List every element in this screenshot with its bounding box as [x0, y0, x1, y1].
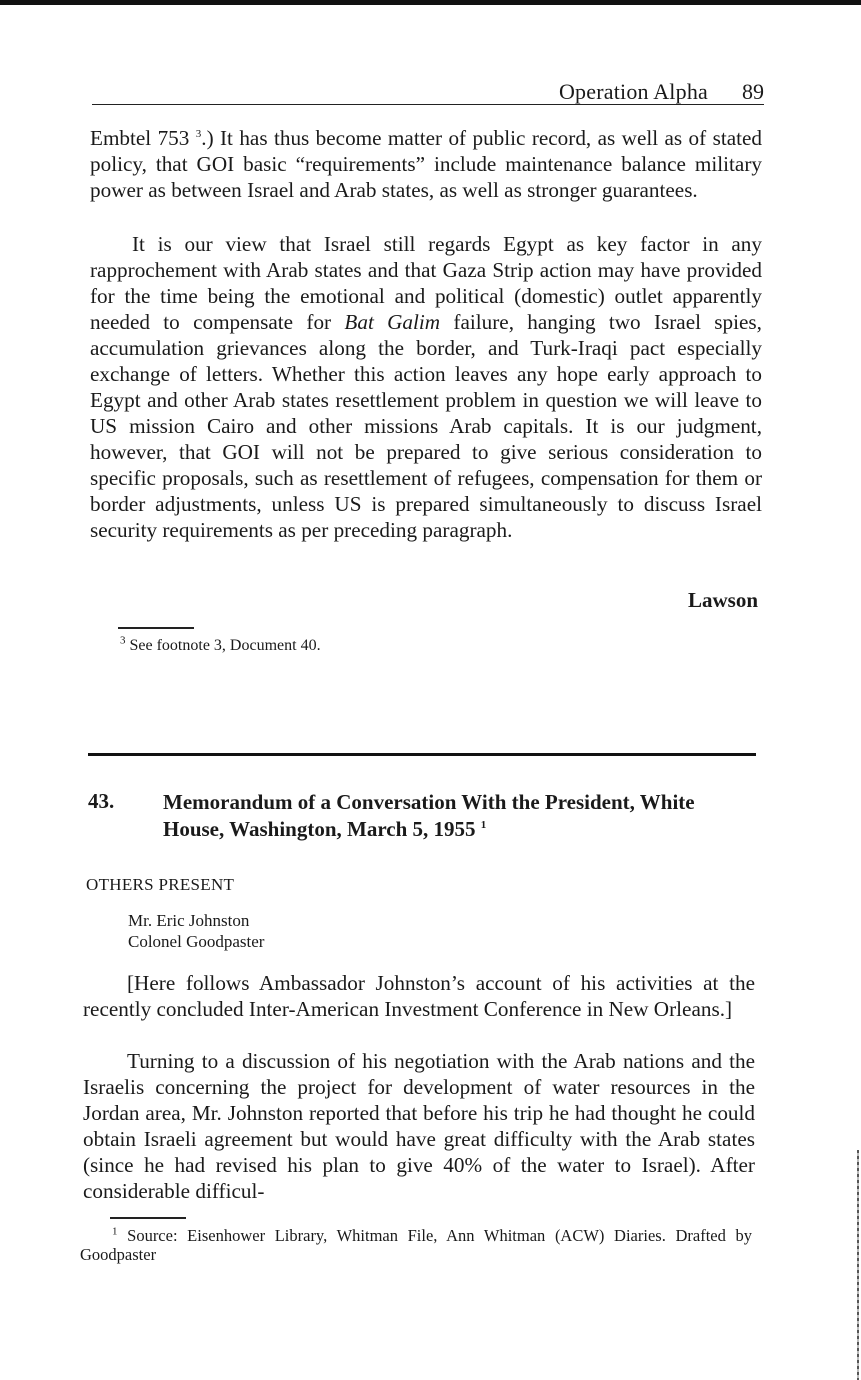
attendee-list: [128, 910, 264, 952]
footnote-1-text: See footnote 3, Document 40.: [125, 637, 321, 654]
paragraph-1-rest: .) It has thus become matter of public record, as well as of stated policy, that GOI basic “requirements” include maintenance balance military power as between Israel and Arab states, as well as stronger guarantees.: [90, 126, 763, 202]
others-present-label: OTHERS PRESENT: [86, 875, 235, 894]
document-title: [163, 789, 743, 843]
page-top-border: [0, 0, 861, 5]
scan-edge-mark: [857, 1150, 859, 1380]
paragraph-3: [Here follows Ambassador Johnston’s account of his activities at the recently concluded Inter-American Investment Conference in New Orleans.]: [83, 971, 755, 1021]
paragraph-2-rest: failure, hanging two Israel spies, accumulation grievances along the border, and Turk-Iraqi pact especially exchange of letters. Whether this action leaves any hope early approach to Egypt and other Arab states resettlement problem in question we will leave to US mission Cairo and other missions Arab capitals. It is our judgment, however, that GOI will not be prepared to give serious consideration to specific proposals, such as resettlement of refugees, compensation for them or border adjustments, unless US is prepared simultaneously to discuss Israel security requirements as per preceding paragraph.: [90, 310, 762, 542]
paragraph-1-start: Embtel 753: [90, 126, 190, 150]
paragraph-2: [90, 231, 762, 543]
paragraph-1: [90, 125, 762, 203]
page-number: 89: [742, 79, 764, 104]
footnote-2-marker: 1: [112, 1225, 118, 1238]
footnote-rule-1: [118, 627, 194, 629]
paragraph-4: Turning to a discussion of his negotiation with the Arab nations and the Israelis concerning the project for development of water resources in the Jordan area, Mr. Johnston reported that before his trip he had thought he could obtain Israeli agreement but would have great difficulty with the Arab states (since he had revised his plan to give 40% of the water to Israel). After considerable difficul-: [83, 1049, 755, 1203]
running-header: [92, 80, 764, 105]
document-title-text: Memorandum of a Conversation With the President, White House, Washington, March 5, 1955: [163, 790, 695, 841]
signature: Lawson: [687, 588, 758, 612]
footnote-2-text: Source: Eisenhower Library, Whitman File, Ann Whitman (ACW) Diaries. Drafted by Goodpaster: [80, 1226, 752, 1264]
ship-name: Bat Galim: [344, 310, 441, 334]
running-header-title: Operation Alpha: [558, 79, 708, 104]
footnote-2: [80, 1226, 752, 1264]
section-divider: [88, 753, 756, 756]
footnote-1-marker: 3: [120, 634, 126, 647]
document-number: 43.: [88, 789, 115, 813]
attendee: Colonel Goodpaster: [128, 932, 265, 951]
document-title-footnote-ref: 1: [480, 819, 487, 831]
attendee: Mr. Eric Johnston: [128, 911, 250, 930]
footnote-rule-2: [110, 1217, 186, 1219]
footnote-1: [120, 636, 520, 656]
footnote-ref-3: 3: [195, 127, 202, 140]
paragraph-2-start: It is our view that Israel still regards Egypt as key factor in any rapprochement with Arab states and that Gaza Strip action may have provided for the time being the emotional and political (domestic) outlet apparently needed to compensate for: [90, 232, 762, 334]
